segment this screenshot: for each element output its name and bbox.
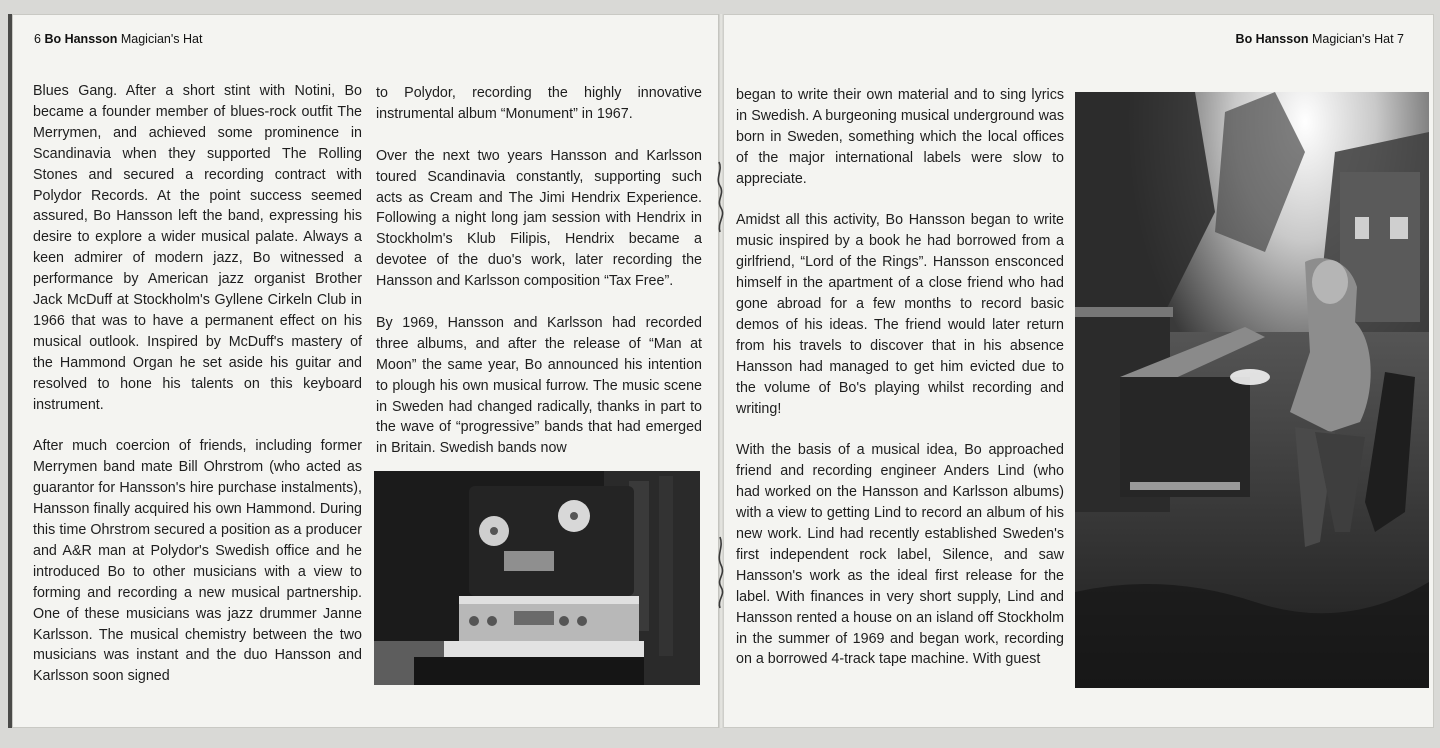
right-header-title: Magician's Hat: [1311, 32, 1394, 46]
musician-at-organ-photo: [1075, 92, 1429, 688]
paragraph: began to write their own material and to sing lyrics in Swedish. A burgeoning musical underground was born in Sweden, something which the local offices of the major international labels were slow to appreciate.: [736, 87, 1064, 187]
staple-bottom: [713, 535, 727, 610]
paragraph: After much coercion of friends, including former Merrymen band mate Bill Ohrstrom (who acted as guarantor for Hansson's hire purchase instalments), Hansson finally acquired his own Hammond. During this time Ohrstrom secured a position as a producer and A&R man at Polydor's Swedish office and he introduced Bo to other musicians with a view to forming and recording a new musical partnership. One of these musicians was jazz drummer Janne Karlsson. The musical chemistry between the two musicians was instant and the duo Hansson and Karlsson soon signed: [33, 438, 362, 685]
left-header-title: Magician's Hat: [120, 32, 203, 46]
left-header-artist: Bo Hansson: [44, 32, 118, 46]
paragraph: Blues Gang. After a short stint with Notini, Bo became a founder member of blues-rock outfit The Merrymen, and achieved some prominence in Scandinavia when they supported The Rolling Stones and secured a recording contract with Polydor Records. At the point success seemed assured, Bo Hansson left the band, expressing his desire to explore a wider musical palate. Always a keen admirer of modern jazz, Bo witnessed a performance by American jazz organist Brother Jack McDuff at Stockholm's Gyllene Cirkeln Club in 1966 that was to have a permanent effect on his musical outlook. Inspired by McDuff's mastery of the Hammond Organ he set aside his guitar and resolved to hone his talents on this keyboard instrument.: [33, 83, 362, 413]
booklet-spine: [718, 14, 724, 728]
left-page-number: 6: [34, 32, 41, 46]
right-page-number: 7: [1397, 32, 1404, 46]
paragraph: Amidst all this activity, Bo Hansson began to write music inspired by a book he had borrowed from a girlfriend, “Lord of the Rings”. Hansson ensconced himself in the apartment of a close friend who had gone abroad for a few months to record basic demos of his ideas. The friend would later return from his travels to discover that in his absence Hansson had managed to get him evicted due to the volume of Bo's playing whilst recording and writing!: [736, 212, 1064, 417]
column-1: [33, 81, 362, 687]
paragraph: to Polydor, recording the highly innovative instrumental album “Monument” in 1967.: [376, 85, 702, 122]
paragraph: With the basis of a musical idea, Bo approached friend and recording engineer Anders Lind (who had worked on the Hansson and Karlsson albums) with a view to getting Lind to record an album of his new work. Lind had recently established Sweden's first independent rock label, Silence, and saw Hansson's work as the ideal first release for the label. With finances in very short supply, Lind and Hansson rented a house on an island off Stockholm in the summer of 1969 and began work, recording on a borrowed 4-track tape machine. With guest: [736, 442, 1064, 668]
column-2: [376, 83, 702, 459]
left-running-head: [34, 32, 202, 46]
tape-machine-photo: [374, 471, 700, 685]
right-running-head: [1236, 32, 1404, 46]
paragraph: By 1969, Hansson and Karlsson had recorded three albums, and after the release of “Man at Moon” the same year, Bo announced his intention to plough his own musical furrow. The music scene in Sweden had changed radically, thanks in part to the wave of “progressive” bands that had emerged in Britain. Swedish bands now: [376, 314, 702, 457]
right-header-artist: Bo Hansson: [1235, 32, 1309, 46]
column-3: [736, 85, 1064, 670]
paragraph: Over the next two years Hansson and Karlsson toured Scandinavia constantly, supporting such acts as Cream and The Jimi Hendrix Experience. Following a night long jam session with Hendrix in Stockholm's Klub Filipis, Hendrix became a devotee of the duo's work, later recording the Hansson and Karlsson composition “Tax Free”.: [376, 147, 702, 290]
staple-top: [713, 160, 727, 235]
